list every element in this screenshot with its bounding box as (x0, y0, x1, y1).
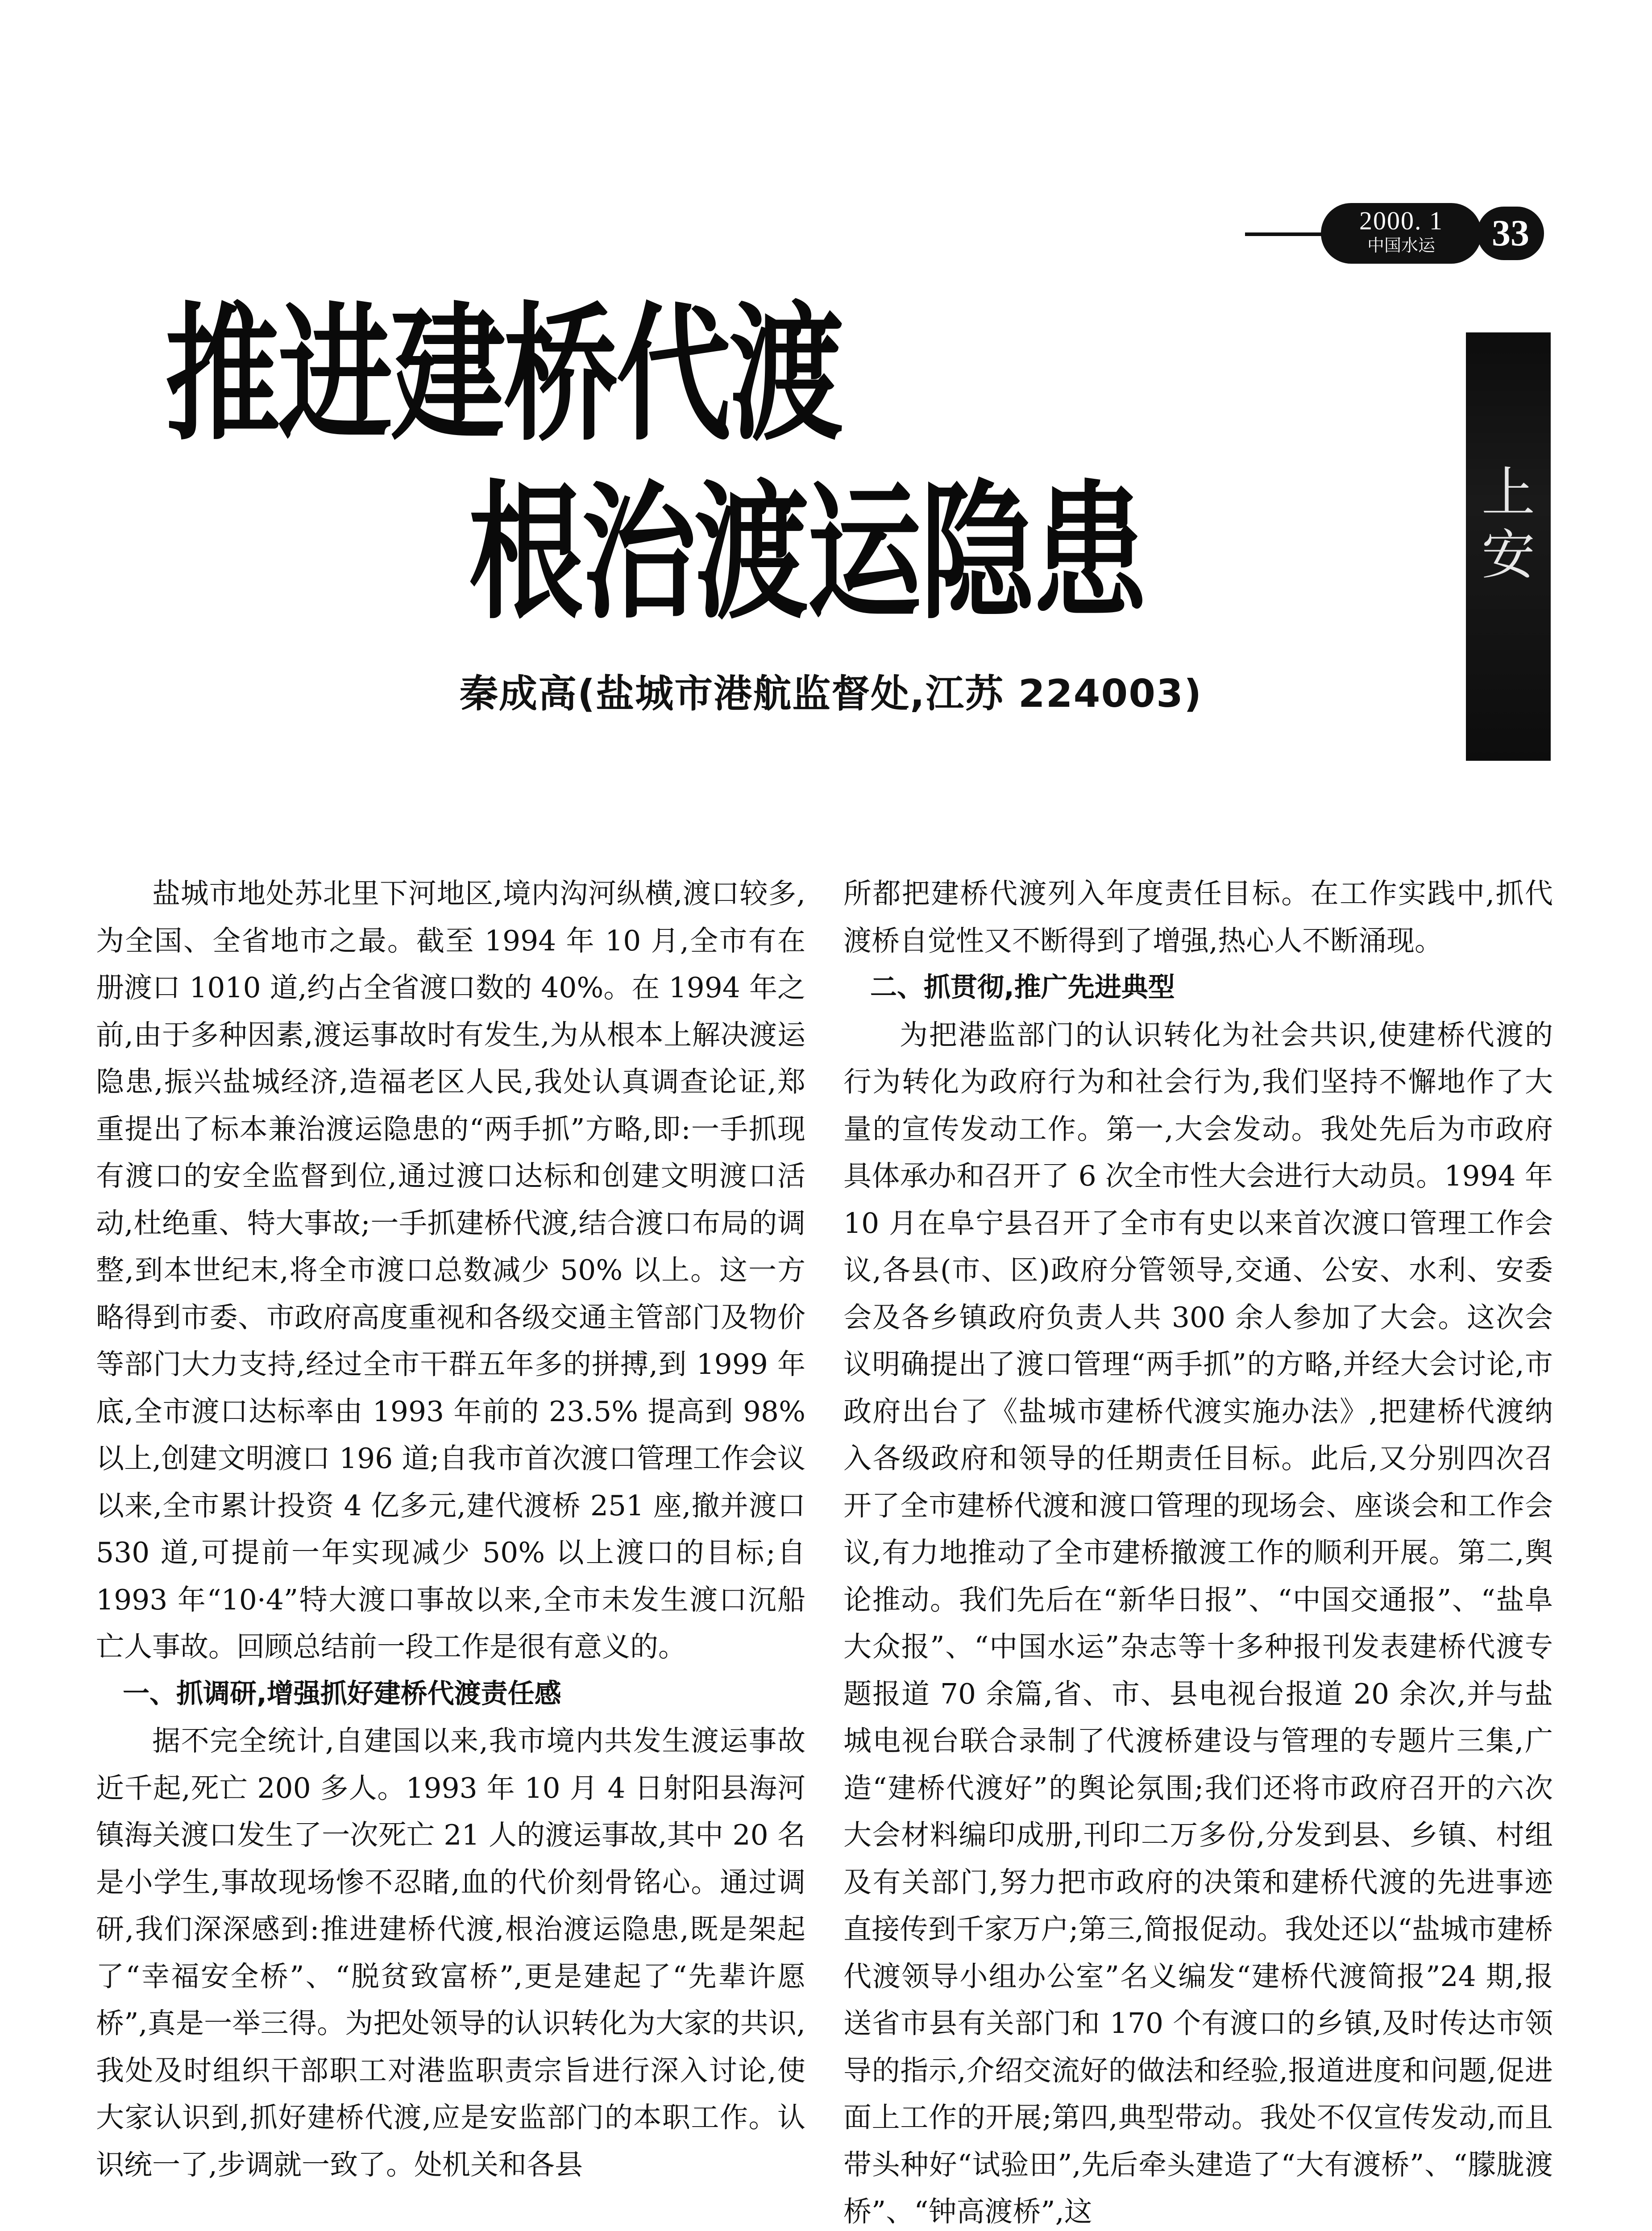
continuation-paragraph: 所都把建桥代渡列入年度责任目标。在工作实践中,抓代渡桥自觉性又不断得到了增强,热心人不断涌现。 (843, 877, 1553, 957)
issue-header (1245, 203, 1557, 265)
section-1-paragraph: 据不完全统计,自建国以来,我市境内共发生渡运事故近千起,死亡 200 多人。1993 年 10 月 4 日射阳县海河镇海关渡口发生了一次死亡 21 人的渡运事故,其中 20 名是小学生,事故现场惨不忍睹,血的代价刻骨铭心。通过调研,我们深深感到:推进建桥代渡,根治渡运隐患,既是架起了“幸福安全桥”、“脱贫致富桥”,更是建起了“先辈许愿桥”,真是一举三得。为把处领导的认识转化为大家的共识,我处及时组织干部职工对港监职责宗旨进行深入讨论,使大家认识到,抓好建桥代渡,应是安监部门的本职工作。认识统一了,步调就一致了。处机关和各县 (96, 1725, 805, 2181)
body-column-left (96, 870, 805, 2188)
issue-badge (1321, 203, 1482, 264)
magazine-name: 中国水运 (1367, 236, 1435, 255)
body-column-right (843, 870, 1553, 2231)
author-byline: 秦成高(盐城市港航监督处,江苏 224003) (460, 672, 1203, 716)
section-heading-2: 二、抓贯彻,推广先进典型 (870, 972, 1175, 1003)
article-title-line-2: 根治渡运隐患 (469, 468, 1146, 639)
article-title-line-1: 推进建桥代渡 (165, 289, 842, 460)
column-tag (1466, 332, 1551, 761)
section-2-paragraph: 为把港监部门的认识转化为社会共识,使建桥代渡的行为转化为政府行为和社会行为,我们坚持不懈地作了大量的宣传发动工作。第一,大会发动。我处先后为市政府具体承办和召开了 6 次全市性大会进行大动员。1994 年 10 月在阜宁县召开了全市有史以来首次渡口管理工作会议,各县(市、区)政府分管领导,交通、公安、水利、安委会及各乡镇政府负责人共 300 余人参加了大会。这次会议明确提出了渡口管理“两手抓”的方略,并经大会讨论,市政府出台了《盐城市建桥代渡实施办法》,把建桥代渡纳入各级政府和领导的任期责任目标。此后,又分别四次召开了全市建桥代渡和渡口管理的现场会、座谈会和工作会议,有力地推动了全市建桥撤渡工作的顺利开展。第二,舆论推动。我们先后在“新华日报”、“中国交通报”、“盐阜大众报”、“中国水运”杂志等十多种报刊发表建桥代渡专题报道 70 余篇,省、市、县电视台报道 20 余次,并与盐城电视台联合录制了代渡桥建设与管理的专题片三集,广造“建桥代渡好”的舆论氛围;我们还将市政府召开的六次大会材料编印成册,刊印二万多份,分发到县、乡镇、村组及有关部门,努力把市政府的决策和建桥代渡的先进事迹直接传到千家万户;第三,简报促动。我处还以“盐城市建桥代渡领导小组办公室”名义编发“建桥代渡简报”24 期,报送省市县有关部门和 170 个有渡口的乡镇,及时传达市领导的指示,介绍交流好的做法和经验,报道进度和问题,促进面上工作的开展;第四,典型带动。我处不仅宣传发动,而且带头种好“试验田”,先后牵头建造了“大有渡桥”、“朦胧渡桥”、“钟高渡桥”,这 (843, 1018, 1553, 2228)
intro-paragraph: 盐城市地处苏北里下河地区,境内沟河纵横,渡口较多,为全国、全省地市之最。截至 1994 年 10 月,全市有在册渡口 1010 道,约占全省渡口数的 40%。在 1994 年之前,由于多种因素,渡运事故时有发生,为从根本上解决渡运隐患,振兴盐城经济,造福老区人民,我处认真调查论证,郑重提出了标本兼治渡运隐患的“两手抓”方略,即:一手抓现有渡口的安全监督到位,通过渡口达标和创建文明渡口活动,杜绝重、特大事故;一手抓建桥代渡,结合渡口布局的调整,到本世纪末,将全市渡口总数减少 50% 以上。这一方略得到市委、市政府高度重视和各级交通主管部门及物价等部门大力支持,经过全市干群五年多的拼搏,到 1999 年底,全市渡口达标率由 1993 年前的 23.5% 提高到 98% 以上,创建文明渡口 196 道;自我市首次渡口管理工作会议以来,全市累计投资 4 亿多元,建代渡桥 251 座,撤并渡口 530 道,可提前一年实现减少 50% 以上渡口的目标;自 1993 年“10·4”特大渡口事故以来,全市未发生渡口沉船亡人事故。回顾总结前一段工作是很有意义的。 (96, 877, 805, 1663)
page-number: 33 (1477, 207, 1544, 260)
column-tag-label: 上安 (1482, 462, 1535, 586)
section-heading-1: 一、抓调研,增强抓好建桥代渡责任感 (123, 1678, 561, 1709)
issue-date: 2000. 1 (1359, 206, 1443, 235)
